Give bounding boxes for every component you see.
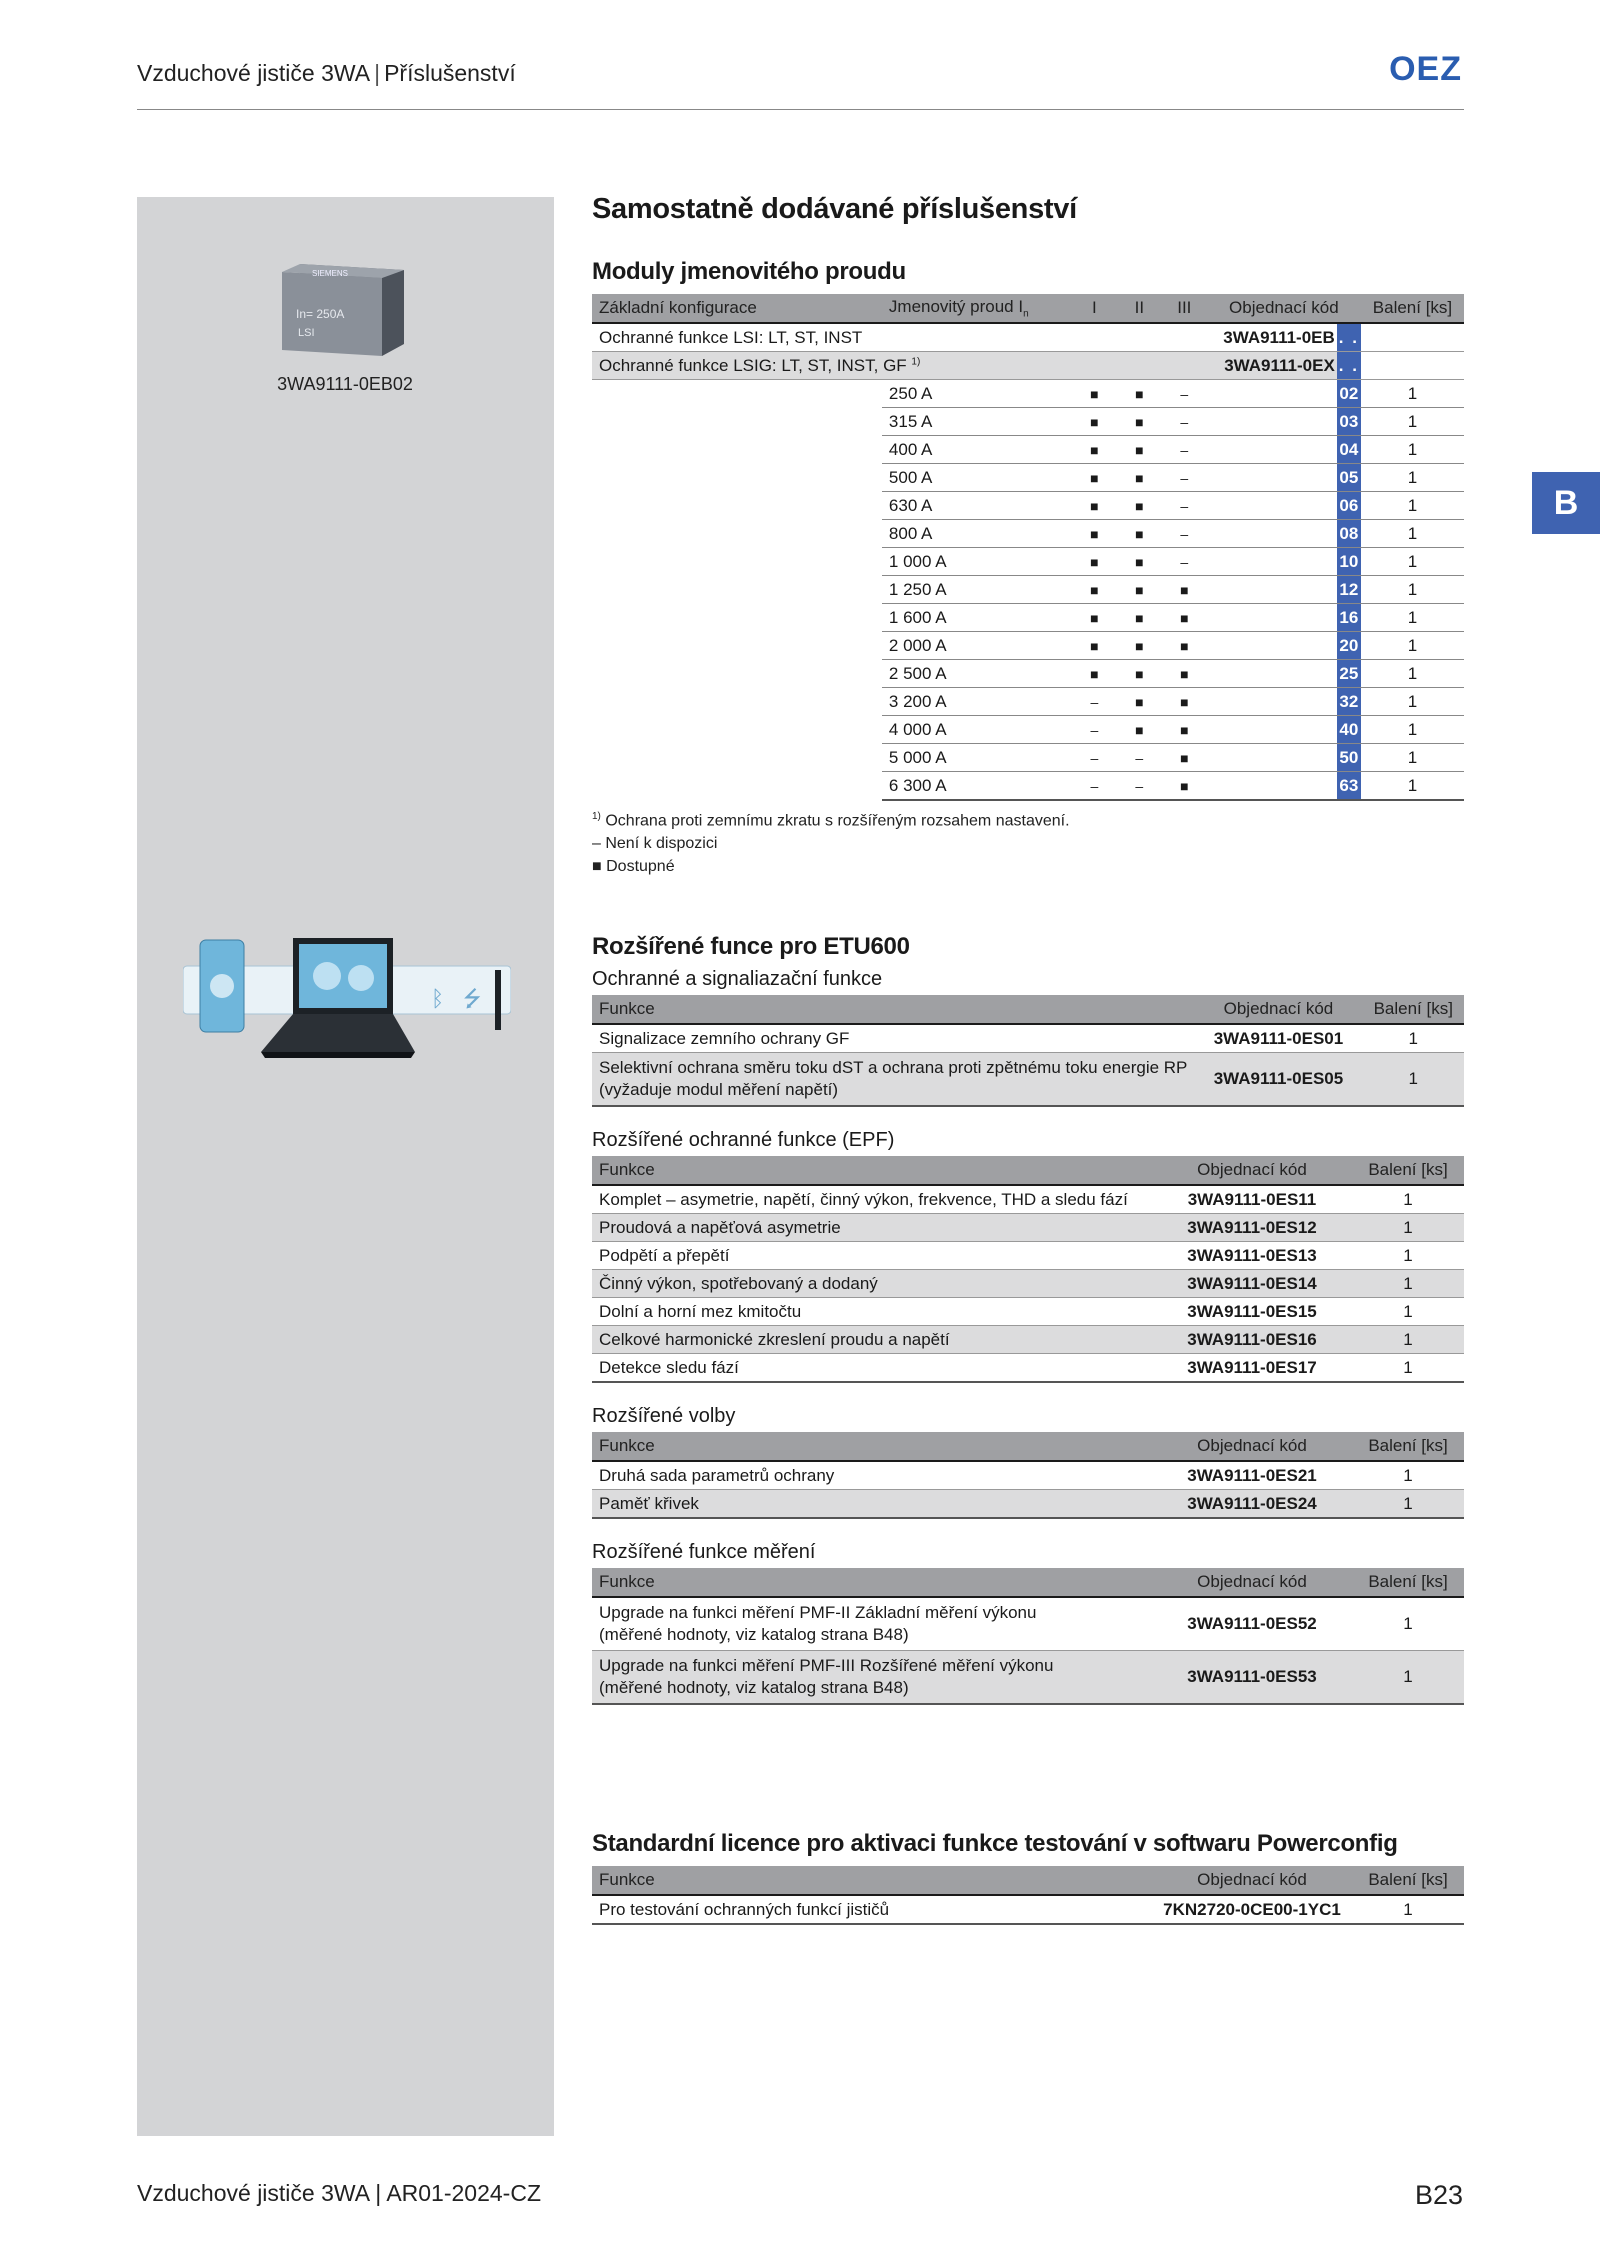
- header-separator: |: [374, 60, 381, 86]
- order-code: 3WA9111-0ES14: [1152, 1270, 1352, 1298]
- pole-iii-mark: ■: [1162, 744, 1207, 772]
- pack-qty: 1: [1352, 1298, 1464, 1326]
- rated-current: 800 A: [882, 520, 1072, 548]
- code-suffix: 03: [1337, 408, 1361, 436]
- col-function: Funkce: [592, 1156, 1152, 1185]
- module-type-text: LSI: [298, 327, 315, 339]
- rated-current: 315 A: [882, 408, 1072, 436]
- etu-sections: [592, 968, 1464, 1705]
- chapter-tab[interactable]: B: [1532, 472, 1600, 534]
- col-pack: Balení [ks]: [1352, 1432, 1464, 1461]
- pack-qty: 1: [1352, 1895, 1464, 1924]
- table-header-row: [592, 1432, 1464, 1461]
- order-code: 3WA9111-0ES11: [1152, 1185, 1352, 1214]
- rating-row: [592, 436, 1464, 464]
- function-line-1: Celkové harmonické zkreslení proudu a napětí: [599, 1329, 950, 1349]
- rated-current: 1 000 A: [882, 548, 1072, 576]
- config-code: 3WA9111-0EB: [1207, 323, 1337, 352]
- pack-qty: 1: [1363, 1053, 1465, 1107]
- etu-title: Rozšířené funce pro ETU600: [592, 933, 910, 960]
- table-header-row: [592, 1156, 1464, 1185]
- pole-iii-mark: –: [1162, 492, 1207, 520]
- table-row: [592, 1242, 1464, 1270]
- col-order-code: Objednací kód: [1152, 1432, 1352, 1461]
- function-line-1: Upgrade na funkci měření PMF-II Základní měření výkonu: [599, 1603, 1037, 1622]
- table-row: [592, 1298, 1464, 1326]
- code-suffix: 02: [1337, 380, 1361, 408]
- pole-iii-mark: –: [1162, 520, 1207, 548]
- code-spacer: [1207, 716, 1337, 744]
- rating-row: [592, 520, 1464, 548]
- col-pack: Balení [ks]: [1361, 294, 1464, 323]
- function-line-1: Detekce sledu fází: [599, 1357, 739, 1377]
- rated-current: 1 250 A: [882, 576, 1072, 604]
- empty-cell: [592, 380, 882, 408]
- pole-ii-mark: ■: [1117, 520, 1162, 548]
- function-line-1: Paměť křivek: [599, 1493, 699, 1513]
- footer-doc-id: AR01-2024-CZ: [386, 2180, 541, 2206]
- config-suffix: . .: [1337, 352, 1361, 380]
- pack-qty: 1: [1361, 520, 1464, 548]
- pole-i-mark: –: [1072, 744, 1117, 772]
- code-spacer: [1207, 436, 1337, 464]
- col-ii: II: [1117, 294, 1162, 323]
- pole-ii-mark: ■: [1117, 436, 1162, 464]
- rating-footnotes: [592, 805, 1464, 878]
- col-rated-label: Jmenovitý proud I: [888, 296, 1024, 316]
- footnote-2: – Není k dispozici: [592, 835, 718, 853]
- pack-qty: 1: [1361, 548, 1464, 576]
- footer-title: Vzduchové jističe 3WA: [137, 2180, 369, 2206]
- code-suffix: 32: [1337, 688, 1361, 716]
- empty-cell: [592, 464, 882, 492]
- pack-qty: 1: [1352, 1354, 1464, 1383]
- pole-ii-mark: ■: [1117, 492, 1162, 520]
- pole-ii-mark: ■: [1117, 576, 1162, 604]
- order-code: 3WA9111-0ES16: [1152, 1326, 1352, 1354]
- rated-current: 2 000 A: [882, 632, 1072, 660]
- empty-cell: [592, 436, 882, 464]
- function-line-1: Signalizace zemního ochrany GF: [599, 1028, 850, 1048]
- code-spacer: [1207, 660, 1337, 688]
- function-line-2: (měřené hodnoty, viz katalog strana B48): [599, 1625, 909, 1644]
- footnote-1-text: Ochrana proti zemnímu zkratu s rozšířeným rozsahem nastavení.: [600, 812, 1070, 830]
- pole-ii-mark: ■: [1117, 604, 1162, 632]
- config-label: [592, 352, 1207, 380]
- table-row: [592, 1185, 1464, 1214]
- sidebar-panel: [137, 197, 554, 2136]
- col-iii: III: [1162, 294, 1207, 323]
- function-name: [592, 1185, 1152, 1214]
- license-table-wrap: [592, 1866, 1464, 1925]
- col-function: Funkce: [592, 1432, 1152, 1461]
- pole-ii-mark: –: [1117, 744, 1162, 772]
- rating-row: [592, 772, 1464, 801]
- config-label-sup: 1): [911, 355, 921, 367]
- config-label: Ochranné funkce LSI: LT, ST, INST: [592, 323, 1207, 352]
- pack-qty: 1: [1361, 716, 1464, 744]
- pack-qty: 1: [1361, 772, 1464, 801]
- table-row: [592, 1326, 1464, 1354]
- function-line-1: Komplet – asymetrie, napětí, činný výkon, frekvence, THD a sledu fází: [599, 1189, 1128, 1209]
- order-code: 7KN2720-0CE00-1YC1: [1152, 1895, 1352, 1924]
- pole-iii-mark: ■: [1162, 632, 1207, 660]
- oez-logo: OEZ: [1389, 50, 1462, 88]
- pack-qty: 1: [1361, 380, 1464, 408]
- function-line-1: Selektivní ochrana směru toku dST a ochrana proti zpětnému toku energie RP: [599, 1058, 1188, 1077]
- function-name: [592, 1053, 1194, 1107]
- code-spacer: [1207, 520, 1337, 548]
- order-code: 3WA9111-0ES12: [1152, 1214, 1352, 1242]
- empty-cell: [592, 548, 882, 576]
- page-header: [137, 60, 516, 87]
- code-spacer: [1207, 548, 1337, 576]
- pole-i-mark: ■: [1072, 520, 1117, 548]
- table-header-row: [592, 1866, 1464, 1895]
- code-suffix: 16: [1337, 604, 1361, 632]
- table-header-row: [592, 1568, 1464, 1597]
- config-label-text: Ochranné funkce LSIG: LT, ST, INST, GF: [599, 355, 912, 375]
- config-suffix: . .: [1337, 323, 1361, 352]
- pole-i-mark: ■: [1072, 632, 1117, 660]
- svg-text:⭍: ⭍: [463, 987, 482, 1012]
- rated-current: 5 000 A: [882, 744, 1072, 772]
- rating-row: [592, 604, 1464, 632]
- rating-row: [592, 744, 1464, 772]
- col-pack: Balení [ks]: [1352, 1866, 1464, 1895]
- empty-cell: [592, 772, 882, 801]
- footnote-1-sup: 1): [592, 811, 601, 822]
- function-line-1: Upgrade na funkci měření PMF-III Rozšířené měření výkonu: [599, 1656, 1054, 1675]
- rating-row: [592, 548, 1464, 576]
- function-table: [592, 1432, 1464, 1519]
- rating-table: [592, 294, 1464, 801]
- function-line-1: Dolní a horní mez kmitočtu: [599, 1301, 802, 1321]
- function-name: [592, 1270, 1152, 1298]
- rating-row: [592, 408, 1464, 436]
- header-subtitle: Příslušenství: [384, 60, 516, 86]
- code-suffix: 40: [1337, 716, 1361, 744]
- rating-row: [592, 716, 1464, 744]
- empty-cell: [592, 604, 882, 632]
- function-name: [592, 1326, 1152, 1354]
- pole-ii-mark: ■: [1117, 408, 1162, 436]
- pack-qty: 1: [1352, 1270, 1464, 1298]
- pole-ii-mark: ■: [1117, 464, 1162, 492]
- rating-row: [592, 464, 1464, 492]
- code-suffix: 08: [1337, 520, 1361, 548]
- rated-current: 630 A: [882, 492, 1072, 520]
- table-row: [592, 1651, 1464, 1705]
- col-pack: Balení [ks]: [1363, 995, 1465, 1024]
- footnote-1: [592, 805, 1464, 832]
- pole-iii-mark: ■: [1162, 660, 1207, 688]
- pack-qty: 1: [1361, 660, 1464, 688]
- header-title: Vzduchové jističe 3WA: [137, 60, 371, 86]
- module-caption: 3WA9111-0EB02: [277, 374, 413, 394]
- function-name: [592, 1490, 1152, 1519]
- pole-iii-mark: ■: [1162, 688, 1207, 716]
- rating-row: [592, 380, 1464, 408]
- pole-i-mark: ■: [1072, 604, 1117, 632]
- order-code: 3WA9111-0ES13: [1152, 1242, 1352, 1270]
- function-table: [592, 1866, 1464, 1925]
- pack-qty: 1: [1352, 1214, 1464, 1242]
- table-row: [592, 1461, 1464, 1490]
- pole-ii-mark: ■: [1117, 548, 1162, 576]
- section-title: Rozšířené volby: [592, 1405, 736, 1427]
- col-rated: [882, 294, 1072, 323]
- empty-cell: [592, 408, 882, 436]
- pack-qty: 1: [1361, 576, 1464, 604]
- col-i: I: [1072, 294, 1117, 323]
- pack-qty: 1: [1352, 1326, 1464, 1354]
- pole-i-mark: ■: [1072, 548, 1117, 576]
- order-code: 3WA9111-0ES01: [1194, 1024, 1362, 1053]
- section-title: Ochranné a signaliazační funkce: [592, 968, 883, 990]
- pole-i-mark: –: [1072, 688, 1117, 716]
- module-brand-text: SIEMENS: [312, 269, 349, 278]
- empty-cell: [592, 576, 882, 604]
- pack-qty: 1: [1352, 1242, 1464, 1270]
- rated-current: 2 500 A: [882, 660, 1072, 688]
- function-name: [592, 1298, 1152, 1326]
- code-suffix: 12: [1337, 576, 1361, 604]
- rating-module-image: [282, 264, 404, 358]
- function-name: [592, 1024, 1194, 1053]
- code-spacer: [1207, 464, 1337, 492]
- order-code: 3WA9111-0ES21: [1152, 1461, 1352, 1490]
- col-config: Základní konfigurace: [592, 294, 882, 323]
- order-code: 3WA9111-0ES17: [1152, 1354, 1352, 1383]
- code-spacer: [1207, 604, 1337, 632]
- col-pack: Balení [ks]: [1352, 1156, 1464, 1185]
- code-suffix: 63: [1337, 772, 1361, 801]
- code-spacer: [1207, 380, 1337, 408]
- pole-ii-mark: –: [1117, 772, 1162, 801]
- rating-row: [592, 688, 1464, 716]
- table-row: [592, 1597, 1464, 1651]
- col-function: Funkce: [592, 1866, 1152, 1895]
- module-rating-text: In= 250A: [296, 307, 345, 321]
- pole-i-mark: –: [1072, 716, 1117, 744]
- function-name: [592, 1651, 1152, 1705]
- rated-current: 250 A: [882, 380, 1072, 408]
- pole-iii-mark: ■: [1162, 576, 1207, 604]
- table-row: [592, 1053, 1464, 1107]
- rating-row: [592, 576, 1464, 604]
- col-rated-sub: n: [1023, 308, 1029, 320]
- pole-iii-mark: –: [1162, 408, 1207, 436]
- empty-cell: [592, 632, 882, 660]
- header-divider: [137, 109, 1464, 110]
- table-row: [592, 1895, 1464, 1924]
- pole-iii-mark: ■: [1162, 772, 1207, 801]
- footnote-3: ■ Dostupné: [592, 858, 675, 876]
- pole-ii-mark: ■: [1117, 632, 1162, 660]
- col-function: Funkce: [592, 995, 1194, 1024]
- function-name: [592, 1354, 1152, 1383]
- code-suffix: 25: [1337, 660, 1361, 688]
- code-suffix: 06: [1337, 492, 1361, 520]
- col-order-code: Objednací kód: [1152, 1156, 1352, 1185]
- svg-text:ᛒ: ᛒ: [431, 987, 445, 1012]
- config-code: 3WA9111-0EX: [1207, 352, 1337, 380]
- pole-i-mark: ■: [1072, 408, 1117, 436]
- pole-iii-mark: –: [1162, 548, 1207, 576]
- pole-i-mark: ■: [1072, 492, 1117, 520]
- code-spacer: [1207, 408, 1337, 436]
- rating-table-wrap: [592, 294, 1464, 878]
- code-suffix: 20: [1337, 632, 1361, 660]
- pole-iii-mark: –: [1162, 380, 1207, 408]
- table-row: [592, 1270, 1464, 1298]
- config-row-lsig: [592, 352, 1464, 380]
- empty-cell: [592, 688, 882, 716]
- pole-ii-mark: ■: [1117, 688, 1162, 716]
- pole-i-mark: ■: [1072, 576, 1117, 604]
- function-name: [592, 1461, 1152, 1490]
- function-name: [592, 1214, 1152, 1242]
- function-name: [592, 1242, 1152, 1270]
- footer-separator: |: [375, 2180, 382, 2206]
- rating-row: [592, 660, 1464, 688]
- function-line-2: (vyžaduje modul měření napětí): [599, 1080, 839, 1099]
- col-pack: Balení [ks]: [1352, 1568, 1464, 1597]
- empty-cell: [592, 492, 882, 520]
- pole-iii-mark: ■: [1162, 716, 1207, 744]
- order-code: 3WA9111-0ES52: [1152, 1597, 1352, 1651]
- rated-current: 6 300 A: [882, 772, 1072, 801]
- code-spacer: [1207, 632, 1337, 660]
- table-row: [592, 1024, 1464, 1053]
- table-row: [592, 1490, 1464, 1519]
- order-code: 3WA9111-0ES05: [1194, 1053, 1362, 1107]
- col-order-code: Objednací kód: [1194, 995, 1362, 1024]
- code-spacer: [1207, 492, 1337, 520]
- code-suffix: 04: [1337, 436, 1361, 464]
- function-line-1: Podpětí a přepětí: [599, 1245, 730, 1265]
- main-title: Samostatně dodávané příslušenství: [592, 193, 1077, 225]
- col-order-code: Objednací kód: [1152, 1866, 1352, 1895]
- function-line-1: Činný výkon, spotřebovaný a dodaný: [599, 1273, 878, 1293]
- pack-qty: 1: [1361, 744, 1464, 772]
- page-number: B23: [1414, 2180, 1463, 2210]
- function-name: [592, 1597, 1152, 1651]
- pole-i-mark: ■: [1072, 380, 1117, 408]
- pack-qty: 1: [1361, 408, 1464, 436]
- order-code: 3WA9111-0ES15: [1152, 1298, 1352, 1326]
- pack-qty: 1: [1361, 604, 1464, 632]
- pole-ii-mark: ■: [1117, 380, 1162, 408]
- rated-current: 500 A: [882, 464, 1072, 492]
- col-code: Objednací kód: [1207, 294, 1361, 323]
- pole-i-mark: ■: [1072, 660, 1117, 688]
- function-line-1: Proudová a napěťová asymetrie: [599, 1217, 841, 1237]
- config-row-lsi: [592, 323, 1464, 352]
- rated-current: 3 200 A: [882, 688, 1072, 716]
- col-order-code: Objednací kód: [1152, 1568, 1352, 1597]
- rating-row: [592, 492, 1464, 520]
- code-spacer: [1207, 688, 1337, 716]
- rated-current: 4 000 A: [882, 716, 1072, 744]
- function-table: [592, 1156, 1464, 1383]
- col-function: Funkce: [592, 1568, 1152, 1597]
- pack-qty: 1: [1361, 436, 1464, 464]
- function-line-2: (měřené hodnoty, viz katalog strana B48): [599, 1678, 909, 1697]
- function-line-1: Pro testování ochranných funkcí jističů: [599, 1899, 890, 1919]
- section-title: Rozšířené ochranné funkce (EPF): [592, 1129, 895, 1151]
- table-row: [592, 1354, 1464, 1383]
- pole-i-mark: ■: [1072, 464, 1117, 492]
- pole-ii-mark: ■: [1117, 660, 1162, 688]
- pole-iii-mark: –: [1162, 464, 1207, 492]
- section-title: Rozšířené funkce měření: [592, 1541, 816, 1563]
- function-name: [592, 1895, 1152, 1924]
- function-line-1: Druhá sada parametrů ochrany: [599, 1465, 835, 1485]
- empty-cell: [592, 716, 882, 744]
- rating-row: [592, 632, 1464, 660]
- pole-iii-mark: –: [1162, 436, 1207, 464]
- pole-i-mark: ■: [1072, 436, 1117, 464]
- pack-qty: 1: [1361, 688, 1464, 716]
- empty-cell: [592, 660, 882, 688]
- pole-i-mark: –: [1072, 772, 1117, 801]
- license-title: Standardní licence pro aktivaci funkce testování v softwaru Powerconfig: [592, 1830, 1398, 1857]
- pack-qty: 1: [1361, 464, 1464, 492]
- pack-qty: 1: [1352, 1490, 1464, 1519]
- rating-title: Moduly jmenovitého proudu: [592, 258, 906, 285]
- code-spacer: [1207, 772, 1337, 801]
- order-code: 3WA9111-0ES53: [1152, 1651, 1352, 1705]
- table-row: [592, 1214, 1464, 1242]
- table-header-row: [592, 995, 1464, 1024]
- code-suffix: 50: [1337, 744, 1361, 772]
- etu600-software-image: [183, 936, 511, 1070]
- function-table: [592, 995, 1464, 1107]
- pack-qty: 1: [1352, 1185, 1464, 1214]
- empty-cell: [592, 744, 882, 772]
- pole-iii-mark: ■: [1162, 604, 1207, 632]
- order-code: 3WA9111-0ES24: [1152, 1490, 1352, 1519]
- pole-ii-mark: ■: [1117, 716, 1162, 744]
- code-spacer: [1207, 744, 1337, 772]
- rated-current: 1 600 A: [882, 604, 1072, 632]
- pack-qty: 1: [1352, 1597, 1464, 1651]
- pack-qty: 1: [1361, 492, 1464, 520]
- function-table: [592, 1568, 1464, 1705]
- empty-cell: [592, 520, 882, 548]
- code-spacer: [1207, 576, 1337, 604]
- code-suffix: 10: [1337, 548, 1361, 576]
- page-footer: [137, 2180, 541, 2207]
- rated-current: 400 A: [882, 436, 1072, 464]
- pack-qty: 1: [1352, 1651, 1464, 1705]
- pack-qty: 1: [1361, 632, 1464, 660]
- pack-qty: 1: [1363, 1024, 1465, 1053]
- code-suffix: 05: [1337, 464, 1361, 492]
- pack-qty: 1: [1352, 1461, 1464, 1490]
